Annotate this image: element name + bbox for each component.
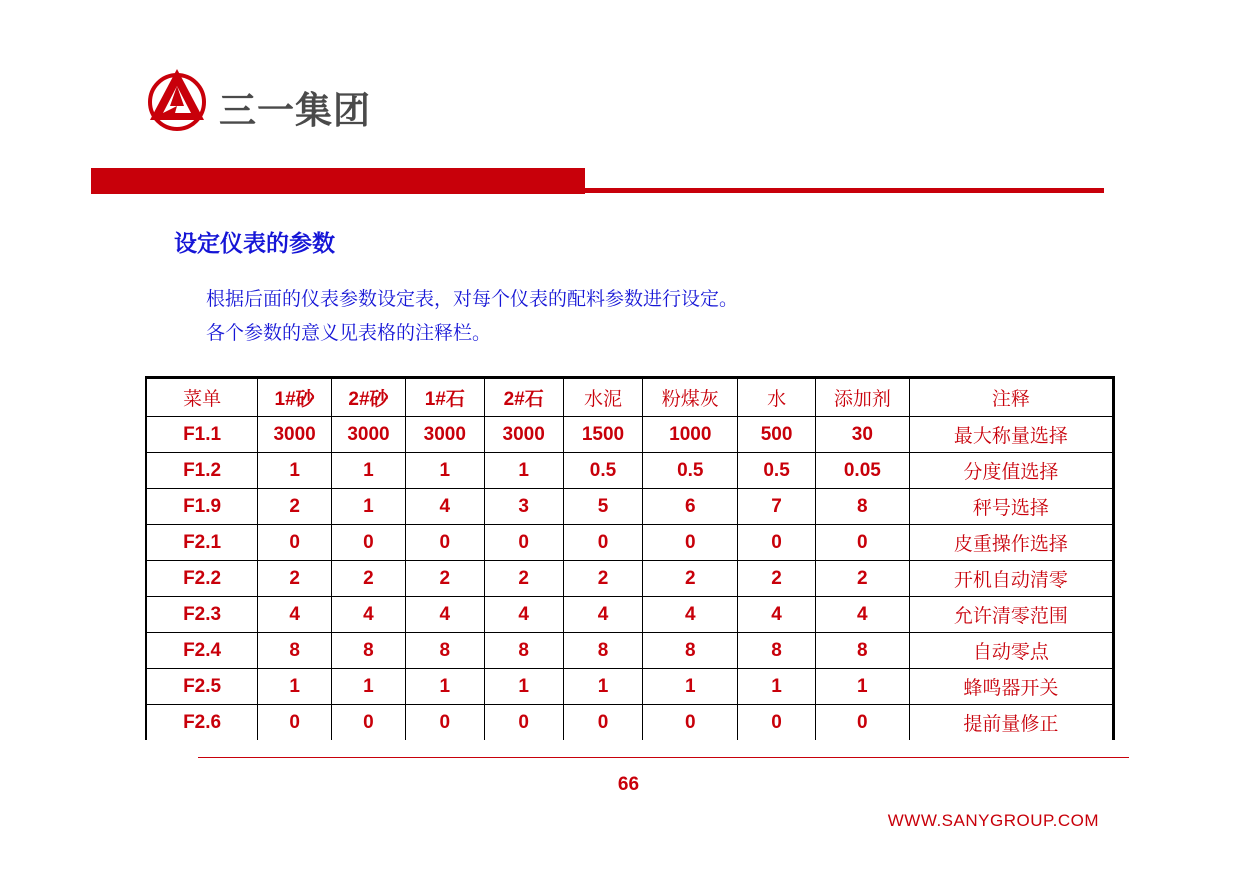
- param-value-cell: 8: [405, 633, 484, 669]
- param-value-cell: 2: [643, 561, 738, 597]
- page-title: 设定仪表的参数: [174, 231, 335, 257]
- param-value-cell: 0: [332, 525, 406, 561]
- param-value-cell: 8: [484, 633, 563, 669]
- param-value-cell: 4: [405, 489, 484, 525]
- param-value-cell: 3: [484, 489, 563, 525]
- menu-code-cell: F2.2: [146, 561, 258, 597]
- param-value-cell: 3000: [405, 417, 484, 453]
- param-value-cell: 4: [563, 597, 643, 633]
- param-value-cell: 0: [815, 525, 909, 561]
- param-value-cell: 1: [332, 453, 406, 489]
- note-cell: 最大称量选择: [909, 417, 1113, 453]
- note-cell: 自动零点: [909, 633, 1113, 669]
- table-row: [146, 597, 1114, 633]
- note-cell: 秤号选择: [909, 489, 1113, 525]
- col-header-water: 水: [738, 378, 816, 417]
- col-header-flyash: 粉煤灰: [643, 378, 738, 417]
- param-value-cell: 0: [738, 705, 816, 741]
- header-rule: [585, 188, 1104, 193]
- param-value-cell: 4: [643, 597, 738, 633]
- param-value-cell: 2: [484, 561, 563, 597]
- note-cell: 分度值选择: [909, 453, 1113, 489]
- param-value-cell: 0: [484, 705, 563, 741]
- param-value-cell: 1: [405, 669, 484, 705]
- param-value-cell: 4: [815, 597, 909, 633]
- note-cell: 开机自动清零: [909, 561, 1113, 597]
- parameter-table: [145, 376, 1115, 740]
- table-row: [146, 669, 1114, 705]
- table-row: [146, 561, 1114, 597]
- col-header-additive: 添加剂: [815, 378, 909, 417]
- param-value-cell: 0.5: [643, 453, 738, 489]
- param-value-cell: 500: [738, 417, 816, 453]
- col-header-sand2: 2#砂: [332, 378, 406, 417]
- param-value-cell: 1000: [643, 417, 738, 453]
- page-number: 66: [617, 774, 640, 795]
- param-value-cell: 8: [563, 633, 643, 669]
- param-value-cell: 4: [332, 597, 406, 633]
- param-value-cell: 1: [484, 669, 563, 705]
- param-value-cell: 1500: [563, 417, 643, 453]
- menu-code-cell: F1.2: [146, 453, 258, 489]
- table-row: [146, 489, 1114, 525]
- menu-code-cell: F1.9: [146, 489, 258, 525]
- col-header-sand1: 1#砂: [258, 378, 332, 417]
- param-value-cell: 1: [738, 669, 816, 705]
- param-value-cell: 1: [332, 489, 406, 525]
- intro-line-1: 根据后面的仪表参数设定表，对每个仪表的配料参数进行设定。: [206, 288, 739, 310]
- col-header-stone2: 2#石: [484, 378, 563, 417]
- footer-url: WWW.SANYGROUP.COM: [887, 811, 1099, 830]
- param-value-cell: 2: [815, 561, 909, 597]
- table-row: [146, 453, 1114, 489]
- param-value-cell: 8: [643, 633, 738, 669]
- param-value-cell: 8: [738, 633, 816, 669]
- table-header-row: [146, 378, 1114, 417]
- param-value-cell: 0: [405, 525, 484, 561]
- table-row: [146, 525, 1114, 561]
- param-value-cell: 1: [643, 669, 738, 705]
- brand-name: 三一集团: [219, 89, 371, 132]
- menu-code-cell: F2.5: [146, 669, 258, 705]
- param-value-cell: 5: [563, 489, 643, 525]
- param-value-cell: 0: [332, 705, 406, 741]
- note-cell: 提前量修正: [909, 705, 1113, 741]
- footer-rule: [198, 757, 1129, 758]
- menu-code-cell: F2.1: [146, 525, 258, 561]
- param-value-cell: 4: [258, 597, 332, 633]
- param-value-cell: 0.05: [815, 453, 909, 489]
- menu-code-cell: F2.6: [146, 705, 258, 741]
- param-value-cell: 1: [258, 453, 332, 489]
- col-header-cement: 水泥: [563, 378, 643, 417]
- param-value-cell: 0: [643, 705, 738, 741]
- param-value-cell: 8: [815, 489, 909, 525]
- sany-logo-icon: [146, 66, 208, 134]
- param-value-cell: 0: [258, 525, 332, 561]
- param-value-cell: 2: [258, 561, 332, 597]
- param-value-cell: 1: [332, 669, 406, 705]
- param-value-cell: 0.5: [563, 453, 643, 489]
- param-value-cell: 30: [815, 417, 909, 453]
- col-header-stone1: 1#石: [405, 378, 484, 417]
- param-value-cell: 4: [484, 597, 563, 633]
- param-value-cell: 1: [563, 669, 643, 705]
- table-row: [146, 705, 1114, 741]
- param-value-cell: 8: [815, 633, 909, 669]
- param-value-cell: 6: [643, 489, 738, 525]
- note-cell: 允许清零范围: [909, 597, 1113, 633]
- param-value-cell: 4: [405, 597, 484, 633]
- note-cell: 蜂鸣器开关: [909, 669, 1113, 705]
- param-value-cell: 0: [405, 705, 484, 741]
- param-value-cell: 2: [332, 561, 406, 597]
- menu-code-cell: F1.1: [146, 417, 258, 453]
- param-value-cell: 1: [815, 669, 909, 705]
- header-bar: [91, 168, 585, 194]
- param-value-cell: 2: [405, 561, 484, 597]
- col-header-note: 注释: [909, 378, 1113, 417]
- param-value-cell: 0: [738, 525, 816, 561]
- param-value-cell: 2: [563, 561, 643, 597]
- param-value-cell: 0: [258, 705, 332, 741]
- menu-code-cell: F2.4: [146, 633, 258, 669]
- param-value-cell: 2: [738, 561, 816, 597]
- param-value-cell: 2: [258, 489, 332, 525]
- note-cell: 皮重操作选择: [909, 525, 1113, 561]
- param-value-cell: 3000: [258, 417, 332, 453]
- table-row: [146, 633, 1114, 669]
- param-value-cell: 0: [563, 705, 643, 741]
- param-value-cell: 7: [738, 489, 816, 525]
- table-row: [146, 417, 1114, 453]
- intro-line-2: 各个参数的意义见表格的注释栏。: [206, 322, 492, 344]
- param-value-cell: 3000: [484, 417, 563, 453]
- param-value-cell: 0: [563, 525, 643, 561]
- param-value-cell: 3000: [332, 417, 406, 453]
- param-value-cell: 0: [815, 705, 909, 741]
- col-header-menu: 菜单: [146, 378, 258, 417]
- param-value-cell: 0: [484, 525, 563, 561]
- param-value-cell: 8: [258, 633, 332, 669]
- param-value-cell: 0.5: [738, 453, 816, 489]
- param-value-cell: 8: [332, 633, 406, 669]
- param-value-cell: 1: [258, 669, 332, 705]
- param-value-cell: 0: [643, 525, 738, 561]
- menu-code-cell: F2.3: [146, 597, 258, 633]
- param-value-cell: 4: [738, 597, 816, 633]
- param-value-cell: 1: [484, 453, 563, 489]
- param-value-cell: 1: [405, 453, 484, 489]
